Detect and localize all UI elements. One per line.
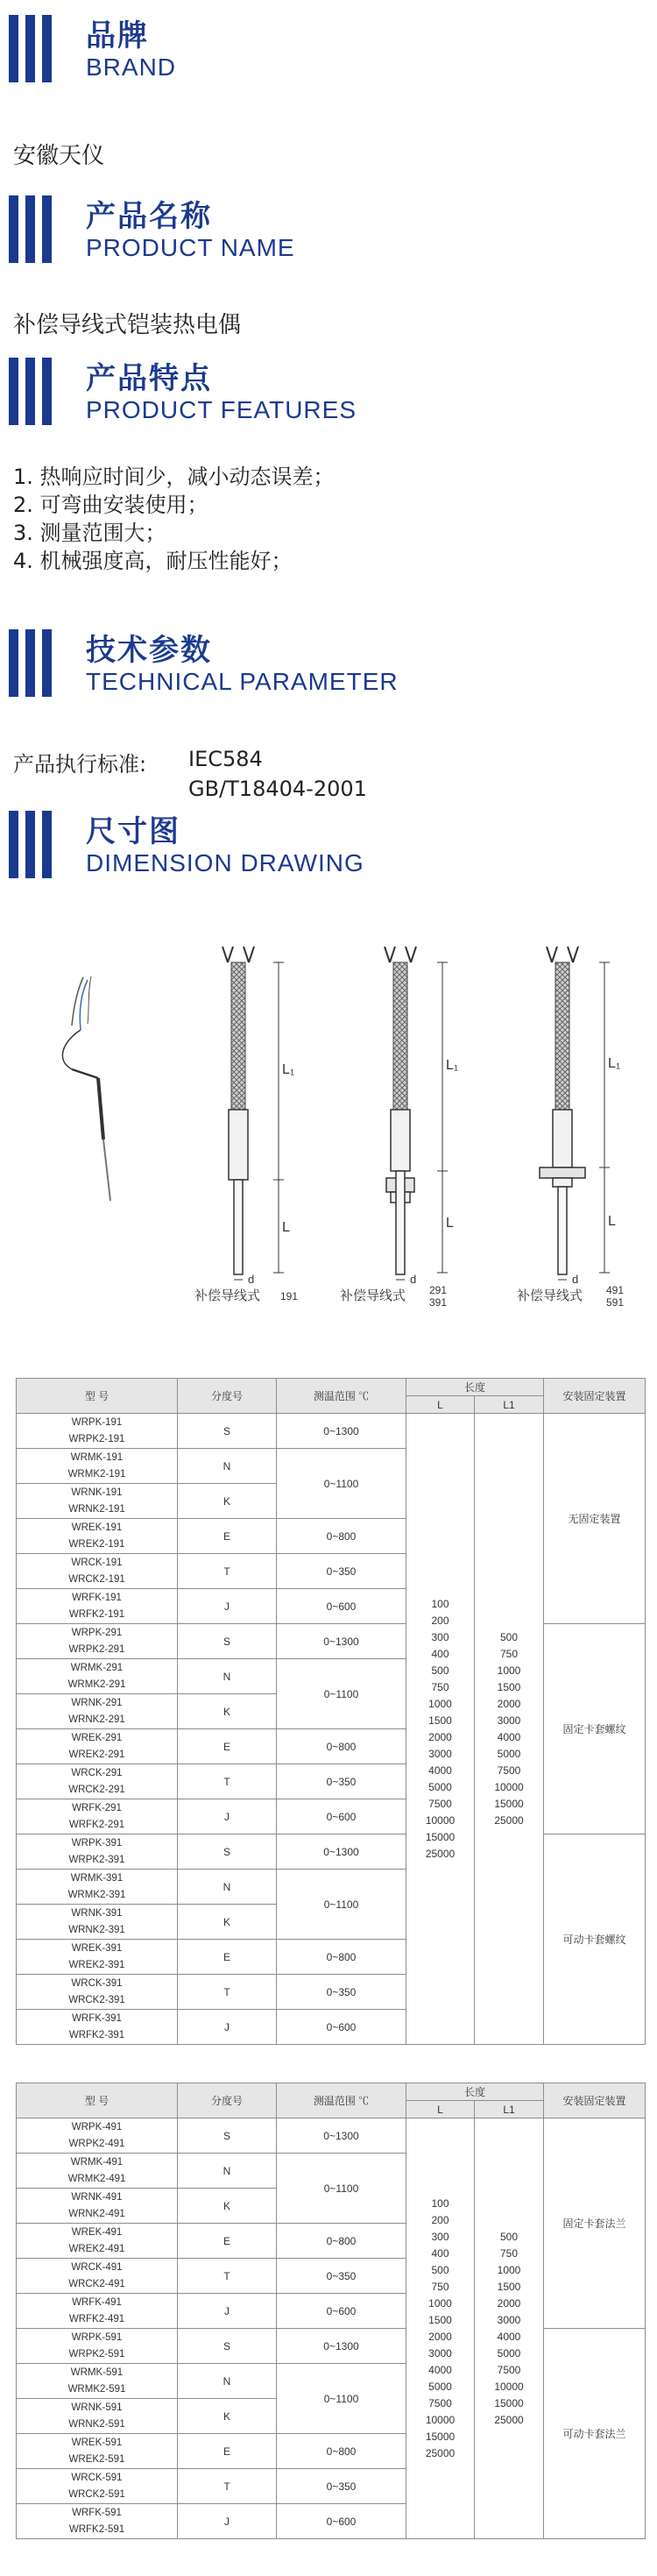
dim-label-d: d [248, 1273, 255, 1286]
section-title-en: DIMENSION DRAWING [86, 849, 364, 876]
model-cell [17, 2329, 178, 2364]
model-code: WREK-291 [71, 1732, 123, 1743]
drawing-code: 491 [606, 1284, 625, 1296]
model-cell [17, 1799, 178, 1834]
model-code: WRPK2-391 [68, 1854, 125, 1865]
length-value: 500 [499, 1630, 519, 1643]
grade-cell: J [178, 2294, 277, 2329]
range-cell: 0~800 [277, 2434, 406, 2469]
grade-cell: T [178, 2259, 277, 2294]
model-code: WRCK2-491 [68, 2278, 125, 2289]
header-grade: 分度号 [178, 2083, 277, 2118]
model-cell [17, 1905, 178, 1940]
section-features [0, 358, 657, 585]
model-cell [17, 1694, 178, 1729]
grade-cell: J [178, 2504, 277, 2539]
length-value: 300 [431, 1630, 449, 1643]
length-value: 1500 [428, 2313, 452, 2326]
length-value: 1500 [428, 1714, 452, 1727]
dim-label-d: d [410, 1273, 417, 1286]
model-code: WRPK-291 [71, 1627, 123, 1638]
length-value: 15000 [494, 1797, 524, 1810]
length-value: 25000 [425, 1847, 456, 1860]
model-code: WRMK2-591 [67, 2383, 126, 2395]
model-code: WREK-491 [71, 2226, 123, 2238]
model-cell [17, 2010, 178, 2045]
model-code: WRFK-191 [72, 1592, 122, 1603]
model-cell [17, 1554, 178, 1589]
model-code: WRNK-291 [71, 1697, 123, 1708]
length-value: 3000 [497, 1714, 521, 1727]
grade-cell: K [178, 1905, 277, 1940]
grade-cell: N [178, 1870, 277, 1905]
grade-cell: T [178, 2469, 277, 2504]
model-cell [17, 2189, 178, 2224]
dim-label-L1: L₁ [446, 1058, 459, 1073]
grade-cell: S [178, 1624, 277, 1659]
header-L: L [406, 2101, 475, 2118]
length-value: 5000 [428, 2380, 452, 2393]
grade-cell: N [178, 2364, 277, 2399]
range-cell: 0~1300 [277, 1624, 406, 1659]
model-code: WREK-391 [71, 1942, 123, 1954]
model-code: WREK2-191 [68, 1538, 125, 1550]
range-cell: 0~800 [277, 2224, 406, 2259]
length-value: 4000 [497, 2330, 521, 2343]
table-row [17, 1834, 646, 1870]
model-code: WRNK2-191 [68, 1503, 125, 1515]
drawing-code: 591 [606, 1296, 625, 1309]
length-value: 100 [431, 1597, 449, 1610]
range-cell: 0~1100 [277, 2364, 406, 2434]
model-code: WRCK-491 [71, 2261, 123, 2273]
range-cell: 0~800 [277, 1519, 406, 1554]
header-L1: L1 [475, 2101, 544, 2118]
length-L-cell [406, 1414, 475, 2045]
spec-table-1 [16, 1378, 646, 2045]
grade-cell: J [178, 1589, 277, 1624]
section-title-cn: 尺寸图 [86, 814, 180, 849]
section-title-en: BRAND [86, 53, 177, 81]
length-L1-cell [475, 1414, 544, 2045]
model-code: WRMK-591 [70, 2367, 124, 2378]
model-cell [17, 1975, 178, 2010]
length-value: 750 [431, 2280, 449, 2293]
model-code: WRPK-191 [71, 1416, 123, 1428]
length-value: 15000 [425, 2430, 456, 2443]
range-cell: 0~350 [277, 1554, 406, 1589]
standard-label: 产品执行标准: [13, 752, 147, 777]
header-length: 长度 [406, 2083, 544, 2101]
section-title-cn: 产品名称 [86, 199, 212, 234]
length-value: 10000 [425, 1813, 456, 1827]
section-title-en: PRODUCT FEATURES [86, 396, 357, 423]
range-cell: 0~600 [277, 1589, 406, 1624]
table-row [17, 2329, 646, 2364]
grade-cell: K [178, 2189, 277, 2224]
model-code: WRCK2-591 [68, 2488, 125, 2500]
model-cell [17, 2118, 178, 2154]
model-code: WRNK2-291 [68, 1714, 125, 1725]
model-code: WRNK-591 [71, 2402, 123, 2413]
model-code: WRPK-391 [71, 1837, 123, 1849]
model-cell [17, 1519, 178, 1554]
model-code: WRPK-491 [71, 2121, 123, 2132]
length-value: 300 [431, 2230, 449, 2243]
header-length: 长度 [406, 1379, 544, 1396]
length-value: 1000 [428, 2296, 452, 2310]
range-cell: 0~350 [277, 2259, 406, 2294]
model-code: WRFK2-291 [68, 1819, 125, 1830]
model-code: WRCK-391 [71, 1977, 123, 1989]
table-row [17, 1624, 646, 1659]
range-cell: 0~1300 [277, 1834, 406, 1870]
grade-cell: E [178, 1940, 277, 1975]
header-model: 型 号 [17, 2083, 178, 2118]
model-code: WRPK2-491 [68, 2138, 125, 2149]
model-code: WRPK2-291 [68, 1643, 125, 1655]
model-code: WRMK2-291 [67, 1678, 126, 1690]
grade-cell: J [178, 2010, 277, 2045]
mount-cell: 可动卡套法兰 [544, 2329, 646, 2539]
model-code: WRMK2-191 [67, 1468, 126, 1480]
model-cell [17, 1624, 178, 1659]
model-code: WRFK-391 [72, 2012, 122, 2024]
length-value: 15000 [494, 2396, 524, 2409]
model-cell [17, 1940, 178, 1975]
section-brand [0, 15, 657, 169]
length-L1-cell [475, 2118, 544, 2539]
model-cell [17, 1484, 178, 1519]
length-value: 3000 [428, 2346, 452, 2360]
model-code: WRMK-191 [70, 1451, 124, 1463]
drawing-code: 391 [429, 1296, 448, 1309]
standard-value: IEC584 [188, 747, 263, 771]
range-cell: 0~1100 [277, 1870, 406, 1940]
model-cell [17, 1834, 178, 1870]
length-value: 10000 [425, 2413, 456, 2426]
model-code: WRPK2-191 [68, 1433, 125, 1444]
model-code: WRFK2-491 [68, 2313, 125, 2324]
grade-cell: T [178, 1554, 277, 1589]
range-cell: 0~1300 [277, 1414, 406, 1449]
model-code: WRNK-191 [71, 1487, 123, 1498]
length-value: 200 [431, 1614, 449, 1627]
length-value: 5000 [497, 2346, 521, 2360]
model-code: WRMK-491 [70, 2156, 124, 2168]
length-value: 10000 [494, 1780, 524, 1793]
header-model: 型 号 [17, 1379, 178, 1414]
model-code: WRFK-291 [72, 1802, 122, 1813]
length-value: 2000 [428, 2330, 452, 2343]
model-code: WREK-191 [71, 1522, 123, 1533]
header-range: 测温范围 ℃ [277, 2083, 406, 2118]
model-code: WREK2-391 [68, 1959, 125, 1970]
mount-cell: 固定卡套法兰 [544, 2118, 646, 2329]
range-cell: 0~1100 [277, 1449, 406, 1519]
length-value: 25000 [425, 2446, 456, 2459]
section-title-en: PRODUCT NAME [86, 234, 295, 261]
table-row [17, 2118, 646, 2154]
grade-cell: N [178, 1449, 277, 1484]
section-title-en: TECHNICAL PARAMETER [86, 668, 399, 695]
model-cell [17, 2469, 178, 2504]
drawing-491 [517, 947, 624, 1309]
length-value: 5000 [497, 1747, 521, 1760]
model-code: WRCK-591 [71, 2472, 123, 2483]
model-code: WRNK-491 [71, 2191, 123, 2203]
model-code: WRMK2-391 [67, 1889, 126, 1900]
grade-cell: K [178, 2399, 277, 2434]
grade-cell: E [178, 2434, 277, 2469]
section-title-cn: 品牌 [86, 18, 149, 53]
model-code: WRNK2-591 [68, 2418, 125, 2430]
model-code: WRCK-291 [71, 1767, 123, 1778]
length-value: 400 [431, 2246, 449, 2260]
brand-name: 安徽天仪 [13, 143, 105, 169]
range-cell: 0~350 [277, 1764, 406, 1799]
spec-table-2 [16, 2083, 646, 2539]
model-cell [17, 2259, 178, 2294]
drawing-291 [340, 947, 458, 1309]
grade-cell: E [178, 1729, 277, 1764]
model-cell [17, 2364, 178, 2399]
mount-cell: 无固定装置 [544, 1414, 646, 1624]
model-code: WRNK-391 [71, 1907, 123, 1919]
length-value: 3000 [428, 1747, 452, 1760]
model-code: WRFK-491 [72, 2296, 122, 2308]
model-code: WRFK-591 [72, 2507, 122, 2518]
length-value: 1000 [497, 1664, 521, 1677]
range-cell: 0~1100 [277, 2154, 406, 2224]
length-L-cell [406, 2118, 475, 2539]
section-title-cn: 产品特点 [86, 361, 212, 396]
section-dimension [0, 811, 657, 890]
range-cell: 0~600 [277, 2010, 406, 2045]
length-value: 7500 [497, 2363, 521, 2376]
length-value: 4000 [497, 1730, 521, 1743]
model-code: WREK2-591 [68, 2453, 125, 2465]
mount-cell: 固定卡套螺纹 [544, 1624, 646, 1834]
length-value: 1000 [428, 1697, 452, 1710]
length-value: 750 [499, 1647, 519, 1660]
dim-label-L1: L₁ [282, 1062, 295, 1077]
model-cell [17, 1764, 178, 1799]
length-value: 25000 [494, 1813, 524, 1827]
model-cell [17, 1870, 178, 1905]
grade-cell: N [178, 1659, 277, 1694]
length-value: 500 [499, 2230, 519, 2243]
model-cell [17, 2504, 178, 2539]
mount-cell: 可动卡套螺纹 [544, 1834, 646, 2045]
grade-cell: S [178, 2329, 277, 2364]
grade-cell: K [178, 1694, 277, 1729]
dim-label-d: d [572, 1273, 579, 1286]
feature-item: 2. 可弯曲安装使用； [13, 493, 208, 517]
model-code: WRCK-191 [71, 1557, 123, 1568]
section-technical [0, 629, 657, 805]
header-L1: L1 [475, 1396, 544, 1414]
header-range: 测温范围 ℃ [277, 1379, 406, 1414]
range-cell: 0~800 [277, 1940, 406, 1975]
product-name-text: 补偿导线式铠装热电偶 [13, 312, 242, 338]
grade-cell: E [178, 2224, 277, 2259]
model-cell [17, 2434, 178, 2469]
length-value: 500 [431, 1664, 449, 1677]
range-cell: 0~350 [277, 1975, 406, 2010]
drawing-caption: 补偿导线式 [517, 1288, 583, 1303]
model-cell [17, 2294, 178, 2329]
grade-cell: N [178, 2154, 277, 2189]
grade-cell: J [178, 1799, 277, 1834]
length-value: 25000 [494, 2413, 524, 2426]
length-value: 3000 [497, 2313, 521, 2326]
length-value: 15000 [425, 1830, 456, 1843]
model-cell [17, 2224, 178, 2259]
length-value: 1000 [497, 2263, 521, 2276]
dimension-drawing [0, 912, 657, 1309]
model-code: WRCK2-191 [68, 1573, 125, 1585]
length-value: 500 [431, 2263, 449, 2276]
drawing-caption: 补偿导线式 [194, 1288, 261, 1303]
range-cell: 0~1100 [277, 1659, 406, 1729]
model-code: WRFK2-591 [68, 2523, 125, 2535]
product-photo-image [62, 976, 110, 1201]
model-code: WRCK2-291 [68, 1784, 125, 1795]
model-code: WREK2-491 [68, 2243, 125, 2254]
model-code: WRPK-591 [71, 2331, 123, 2343]
drawing-caption: 补偿导线式 [340, 1288, 406, 1303]
section-product-name [0, 195, 657, 338]
length-value: 200 [431, 2213, 449, 2226]
model-code: WRFK2-391 [68, 2029, 125, 2040]
length-value: 10000 [494, 2380, 524, 2393]
table-row [17, 1414, 646, 1449]
length-value: 4000 [428, 1763, 452, 1777]
header-L: L [406, 1396, 475, 1414]
header-grade: 分度号 [178, 1379, 277, 1414]
dim-label-L1: L₁ [608, 1056, 621, 1071]
feature-item: 1. 热响应时间少，减小动态误差； [13, 465, 335, 489]
grade-cell: E [178, 1519, 277, 1554]
length-value: 4000 [428, 2363, 452, 2376]
feature-item: 3. 测量范围大； [13, 521, 166, 545]
model-code: WRNK2-491 [68, 2208, 125, 2219]
standard-value: GB/T18404-2001 [188, 777, 367, 801]
grade-cell: K [178, 1484, 277, 1519]
model-code: WRFK2-191 [68, 1608, 125, 1620]
model-cell [17, 1414, 178, 1449]
model-cell [17, 1729, 178, 1764]
model-code: WRMK-391 [70, 1872, 124, 1884]
drawing-code: 191 [280, 1290, 299, 1302]
length-value: 750 [499, 2246, 519, 2260]
range-cell: 0~350 [277, 2469, 406, 2504]
grade-cell: S [178, 1414, 277, 1449]
range-cell: 0~800 [277, 1729, 406, 1764]
range-cell: 0~600 [277, 1799, 406, 1834]
range-cell: 0~600 [277, 2504, 406, 2539]
grade-cell: S [178, 1834, 277, 1870]
length-value: 2000 [428, 1730, 452, 1743]
drawing-code: 291 [429, 1284, 448, 1296]
grade-cell: T [178, 1975, 277, 2010]
length-value: 2000 [497, 2296, 521, 2310]
length-value: 7500 [497, 1763, 521, 1777]
length-value: 750 [431, 1680, 449, 1693]
length-value: 1500 [497, 2280, 521, 2293]
length-value: 7500 [428, 1797, 452, 1810]
feature-item: 4. 机械强度高，耐压性能好； [13, 549, 293, 573]
length-value: 400 [431, 1647, 449, 1660]
range-cell: 0~600 [277, 2294, 406, 2329]
range-cell: 0~1300 [277, 2118, 406, 2154]
model-cell [17, 2154, 178, 2189]
model-code: WRPK2-591 [68, 2348, 125, 2360]
drawing-191 [194, 947, 298, 1303]
model-code: WRMK-291 [70, 1662, 124, 1673]
model-code: WREK2-291 [68, 1749, 125, 1760]
dim-label-L: L [608, 1214, 616, 1229]
grade-cell: S [178, 2118, 277, 2154]
length-value: 100 [431, 2196, 449, 2210]
dim-label-L: L [282, 1220, 290, 1235]
header-mount: 安装固定装置 [544, 2083, 646, 2118]
length-value: 5000 [428, 1780, 452, 1793]
model-cell [17, 1659, 178, 1694]
header-mount: 安装固定装置 [544, 1379, 646, 1414]
model-code: WRMK2-491 [67, 2173, 126, 2184]
model-code: WRNK2-391 [68, 1924, 125, 1935]
model-cell [17, 1589, 178, 1624]
length-value: 7500 [428, 2396, 452, 2409]
range-cell: 0~1300 [277, 2329, 406, 2364]
model-cell [17, 1449, 178, 1484]
dim-label-L: L [446, 1216, 454, 1231]
section-title-cn: 技术参数 [86, 633, 212, 668]
model-code: WREK-591 [71, 2437, 123, 2448]
length-value: 2000 [497, 1697, 521, 1710]
model-cell [17, 2399, 178, 2434]
model-code: WRCK2-391 [68, 1994, 125, 2005]
grade-cell: T [178, 1764, 277, 1799]
length-value: 1500 [497, 1680, 521, 1693]
